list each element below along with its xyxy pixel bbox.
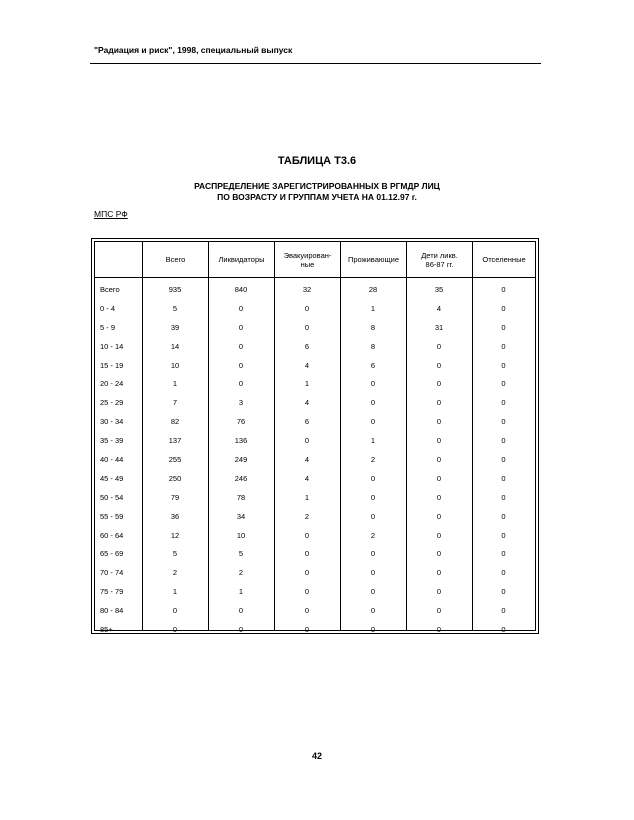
table-cell: 0 bbox=[436, 549, 442, 559]
table-cell: 0 bbox=[304, 568, 310, 578]
table-cell: 36 bbox=[170, 511, 180, 521]
row-label: 60 - 64 bbox=[100, 530, 124, 540]
table-cell: 0 bbox=[436, 473, 442, 483]
row-label: 35 - 39 bbox=[100, 436, 124, 446]
table-cell: 840 bbox=[234, 284, 248, 294]
column-header: Ликвидаторы bbox=[208, 242, 274, 277]
table-cell: 0 bbox=[436, 454, 442, 464]
table-cell: 0 bbox=[436, 568, 442, 578]
table-inner-frame bbox=[94, 241, 536, 634]
table-cell: 935 bbox=[168, 284, 182, 294]
table-cell: 0 bbox=[501, 341, 506, 351]
table-cell: 39 bbox=[170, 322, 180, 332]
table-cell: 0 bbox=[304, 303, 310, 313]
table-cell: 14 bbox=[170, 341, 180, 351]
table-cell: 0 bbox=[370, 568, 376, 578]
row-label: 65 - 69 bbox=[100, 549, 124, 559]
table-cell: 0 bbox=[304, 549, 310, 559]
table-cell: 79 bbox=[170, 492, 180, 502]
table-cell: 31 bbox=[434, 322, 444, 332]
row-label: 25 - 29 bbox=[100, 398, 124, 408]
column-header: Проживающие bbox=[340, 242, 406, 277]
table-cell: 0 bbox=[501, 587, 506, 597]
row-label: 15 - 19 bbox=[100, 360, 124, 370]
table-cell: 0 bbox=[501, 473, 506, 483]
table-cell: 1 bbox=[370, 303, 376, 313]
table-cell: 246 bbox=[234, 473, 248, 483]
table-row bbox=[95, 469, 535, 488]
table-cell: 35 bbox=[434, 284, 444, 294]
column-header: Отселенные bbox=[472, 242, 535, 277]
table-cell: 0 bbox=[501, 492, 506, 502]
column-header: Эвакуирован- ные bbox=[274, 242, 340, 277]
table-row bbox=[95, 620, 535, 639]
data-table bbox=[91, 238, 539, 634]
table-cell: 0 bbox=[501, 398, 506, 408]
table-cell: 8 bbox=[370, 322, 376, 332]
table-cell: 0 bbox=[501, 454, 506, 464]
table-cell: 0 bbox=[501, 303, 506, 313]
table-cell: 0 bbox=[172, 624, 178, 634]
table-cell: 1 bbox=[238, 587, 244, 597]
table-cell: 0 bbox=[436, 360, 442, 370]
table-cell: 0 bbox=[370, 511, 376, 521]
table-cell: 1 bbox=[304, 379, 310, 389]
table-row bbox=[95, 601, 535, 620]
table-body bbox=[95, 280, 535, 639]
table-cell: 0 bbox=[370, 624, 376, 634]
row-label: 30 - 34 bbox=[100, 417, 124, 427]
table-cell: 78 bbox=[236, 492, 246, 502]
table-cell: 0 bbox=[238, 322, 244, 332]
table-cell: 5 bbox=[172, 549, 178, 559]
table-row bbox=[95, 431, 535, 450]
table-cell: 2 bbox=[370, 530, 376, 540]
table-cell: 0 bbox=[304, 587, 310, 597]
table-cell: 0 bbox=[501, 606, 506, 616]
table-cell: 0 bbox=[436, 624, 442, 634]
table-cell: 10 bbox=[236, 530, 246, 540]
table-cell: 0 bbox=[370, 473, 376, 483]
table-cell: 6 bbox=[304, 341, 310, 351]
table-cell: 0 bbox=[501, 530, 506, 540]
header-rule bbox=[90, 63, 541, 64]
row-label: 55 - 59 bbox=[100, 511, 124, 521]
row-label: 20 - 24 bbox=[100, 379, 124, 389]
table-row bbox=[95, 412, 535, 431]
column-header: Дети ликв. 86-87 гг. bbox=[406, 242, 472, 277]
row-label: 80 - 84 bbox=[100, 606, 124, 616]
table-cell: 0 bbox=[304, 322, 310, 332]
table-cell: 0 bbox=[501, 322, 506, 332]
table-cell: 0 bbox=[370, 587, 376, 597]
table-row bbox=[95, 280, 535, 299]
organization-label: МПС РФ bbox=[94, 209, 128, 219]
table-row bbox=[95, 450, 535, 469]
table-cell: 34 bbox=[236, 511, 246, 521]
table-subtitle bbox=[0, 181, 634, 203]
table-cell: 4 bbox=[304, 360, 310, 370]
table-title: ТАБЛИЦА Т3.6 bbox=[277, 155, 357, 167]
table-cell: 0 bbox=[501, 568, 506, 578]
table-cell: 4 bbox=[304, 398, 310, 408]
table-cell: 5 bbox=[172, 303, 178, 313]
row-label: 50 - 54 bbox=[100, 492, 124, 502]
column-header bbox=[95, 242, 142, 277]
table-cell: 1 bbox=[370, 436, 376, 446]
table-cell: 0 bbox=[304, 624, 310, 634]
table-cell: 10 bbox=[170, 360, 180, 370]
table-cell: 0 bbox=[436, 436, 442, 446]
table-cell: 136 bbox=[234, 436, 248, 446]
table-row bbox=[95, 318, 535, 337]
table-row bbox=[95, 488, 535, 507]
table-cell: 0 bbox=[501, 511, 506, 521]
table-cell: 0 bbox=[238, 360, 244, 370]
table-cell: 0 bbox=[304, 436, 310, 446]
table-cell: 249 bbox=[234, 454, 248, 464]
table-cell: 0 bbox=[370, 398, 376, 408]
table-row bbox=[95, 526, 535, 545]
table-cell: 0 bbox=[436, 511, 442, 521]
table-row bbox=[95, 563, 535, 582]
table-cell: 0 bbox=[436, 398, 442, 408]
table-cell: 2 bbox=[304, 511, 310, 521]
table-cell: 0 bbox=[436, 417, 442, 427]
page-number: 42 bbox=[311, 751, 322, 761]
table-cell: 1 bbox=[172, 379, 178, 389]
table-cell: 0 bbox=[436, 341, 442, 351]
table-cell: 0 bbox=[501, 360, 506, 370]
row-label: 85+ bbox=[100, 624, 113, 634]
table-row bbox=[95, 582, 535, 601]
table-cell: 4 bbox=[304, 454, 310, 464]
table-cell: 0 bbox=[238, 303, 244, 313]
table-cell: 0 bbox=[436, 492, 442, 502]
table-cell: 3 bbox=[238, 398, 244, 408]
table-cell: 0 bbox=[501, 624, 506, 634]
table-cell: 0 bbox=[370, 417, 376, 427]
row-label: Всего bbox=[100, 284, 120, 294]
table-row bbox=[95, 337, 535, 356]
table-cell: 255 bbox=[168, 454, 182, 464]
table-cell: 0 bbox=[436, 587, 442, 597]
table-cell: 137 bbox=[168, 436, 182, 446]
table-row bbox=[95, 507, 535, 526]
table-row bbox=[95, 356, 535, 375]
row-label: 10 - 14 bbox=[100, 341, 124, 351]
table-cell: 6 bbox=[370, 360, 376, 370]
table-row bbox=[95, 299, 535, 318]
table-cell: 76 bbox=[236, 417, 246, 427]
table-cell: 0 bbox=[436, 379, 442, 389]
table-cell: 0 bbox=[370, 549, 376, 559]
table-cell: 0 bbox=[238, 341, 244, 351]
table-header-row bbox=[95, 242, 535, 278]
table-cell: 0 bbox=[304, 606, 310, 616]
table-row bbox=[95, 544, 535, 563]
row-label: 70 - 74 bbox=[100, 568, 124, 578]
subtitle-line-2: ПО ВОЗРАСТУ И ГРУППАМ УЧЕТА НА 01.12.97 г. bbox=[217, 192, 417, 202]
table-cell: 7 bbox=[172, 398, 178, 408]
table-row bbox=[95, 393, 535, 412]
table-cell: 0 bbox=[370, 492, 376, 502]
table-cell: 2 bbox=[238, 568, 244, 578]
table-cell: 4 bbox=[304, 473, 310, 483]
table-cell: 0 bbox=[238, 624, 244, 634]
table-cell: 28 bbox=[368, 284, 378, 294]
table-cell: 2 bbox=[370, 454, 376, 464]
table-cell: 0 bbox=[501, 549, 506, 559]
table-row bbox=[95, 374, 535, 393]
table-cell: 0 bbox=[436, 606, 442, 616]
table-cell: 12 bbox=[170, 530, 180, 540]
table-cell: 82 bbox=[170, 417, 180, 427]
table-cell: 0 bbox=[304, 530, 310, 540]
table-cell: 2 bbox=[172, 568, 178, 578]
table-cell: 0 bbox=[238, 606, 244, 616]
table-cell: 0 bbox=[501, 436, 506, 446]
row-label: 5 - 9 bbox=[100, 322, 116, 332]
running-header: "Радиация и риск", 1998, специальный выпуск bbox=[94, 45, 293, 55]
table-cell: 0 bbox=[238, 379, 244, 389]
column-header: Всего bbox=[142, 242, 208, 277]
table-cell: 0 bbox=[370, 606, 376, 616]
table-cell: 6 bbox=[304, 417, 310, 427]
table-cell: 0 bbox=[501, 379, 506, 389]
row-label: 75 - 79 bbox=[100, 587, 124, 597]
table-cell: 8 bbox=[370, 341, 376, 351]
table-cell: 0 bbox=[370, 379, 376, 389]
table-cell: 4 bbox=[436, 303, 442, 313]
subtitle-line-1: РАСПРЕДЕЛЕНИЕ ЗАРЕГИСТРИРОВАННЫХ В РГМДР ЛИЦ bbox=[194, 181, 440, 191]
table-cell: 1 bbox=[172, 587, 178, 597]
table-cell: 1 bbox=[304, 492, 310, 502]
row-label: 0 - 4 bbox=[100, 303, 116, 313]
table-cell: 32 bbox=[302, 284, 312, 294]
row-label: 45 - 49 bbox=[100, 473, 124, 483]
table-cell: 0 bbox=[172, 606, 178, 616]
table-cell: 0 bbox=[501, 417, 506, 427]
table-cell: 0 bbox=[436, 530, 442, 540]
table-cell: 0 bbox=[501, 284, 506, 294]
table-cell: 250 bbox=[168, 473, 182, 483]
table-cell: 5 bbox=[238, 549, 244, 559]
row-label: 40 - 44 bbox=[100, 454, 124, 464]
